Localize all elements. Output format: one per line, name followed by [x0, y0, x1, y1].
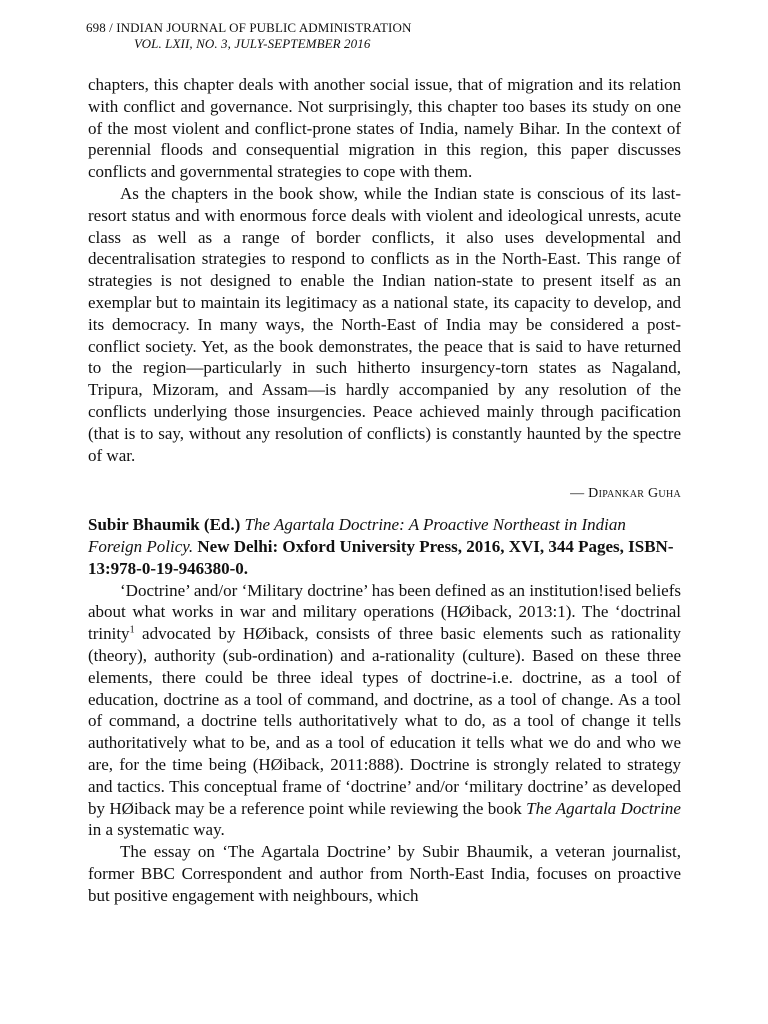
- book-author: Subir Bhaumik (Ed.): [88, 515, 241, 535]
- volume-info: VOL. LXII, NO. 3, JULY-SEPTEMBER 2016: [134, 36, 371, 51]
- page-number: 698 /: [86, 20, 113, 35]
- text-run: ‘Doctrine’ and/or ‘Military doctrine’ has been defined as an institution!ised beliefs about what works in war and military operations (HØiback, 2013:1). The ‘doctrinal trinity: [88, 580, 681, 644]
- book-title-inline: The Agartala Doctrine: [526, 798, 681, 818]
- running-header: [86, 20, 411, 52]
- paragraph: [88, 580, 681, 842]
- header-line-1: [86, 20, 411, 36]
- journal-name: INDIAN JOURNAL OF PUBLIC ADMINISTRATION: [116, 20, 412, 35]
- footnote-marker: 1: [129, 624, 135, 636]
- paragraph: chapters, this chapter deals with another social issue, that of migration and its relation with conflict and governance. Not surprisingly, this chapter too bases its study on one of the most violent and conflict-prone states of India, namely Bihar. In the context of perennial floods and consequential migration in this region, this paper discusses conflicts and governmental strategies to cope with them.: [88, 75, 681, 182]
- reviewer-signature: — Dipankar Guha: [570, 486, 681, 502]
- review-heading: [88, 514, 681, 579]
- paragraph: The essay on ‘The Agartala Doctrine’ by Subir Bhaumik, a veteran journalist, former BBC Correspondent and author from North-East India, focuses on proactive but positive engagement with neighbours, which: [88, 842, 681, 905]
- paragraph: As the chapters in the book show, while the Indian state is conscious of its last-resort status and with enormous force deals with violent and ideological unrests, acute class as well as a range of border conflicts, it also uses developmental and decentralisation strategies to respond to conflicts as in the North-East. This range of strategies is not designed to enable the Indian nation-state to present itself as an exemplar but to maintain its legitimacy as a national state, its capacity to develop, and its democracy. In many ways, the North-East of India may be considered a post-conflict society. Yet, as the book demonstrates, the peace that is said to have returned to the region—particularly in such hitherto insurgency-torn states as Nagaland, Tripura, Mizoram, and Assam—is hardly accompanied by any resolution of the conflicts underlying those insurgencies. Peace achieved mainly through pacification (that is to say, without any resolution of conflicts) is constantly haunted by the spectre of war.: [88, 183, 681, 465]
- publication-details: New Delhi: Oxford University Press, 2016, XVI, 344 Pages, ISBN-13:978-0-19-946380-0.: [88, 536, 674, 578]
- text-run: advocated by HØiback, consists of three basic elements such as rationality (theory), authority (sub-ordination) and a-rationality (culture). Based on these three elements, there could be three ideal types of doctrine-i.e. doctrine, as a tool of education, doctrine as a tool of command, and doctrine, as a tool of change. As a tool of command, a doctrine tells authoritatively what to do, as a tool of change it tells authoritatively what to be, and as a tool of education it tells what we do and who we are, for the time being (HØiback, 2011:888). Doctrine is strongly related to strategy and tactics. This conceptual frame of ‘doctrine’ and/or ‘military doctrine’ as developed by HØiback may be a reference point while reviewing the book: [88, 624, 681, 818]
- article-body: [88, 74, 681, 906]
- text-run: in a systematic way.: [88, 820, 225, 840]
- book-title: The Agartala Doctrine: A Proactive Northeast in Indian Foreign Policy.: [88, 515, 626, 556]
